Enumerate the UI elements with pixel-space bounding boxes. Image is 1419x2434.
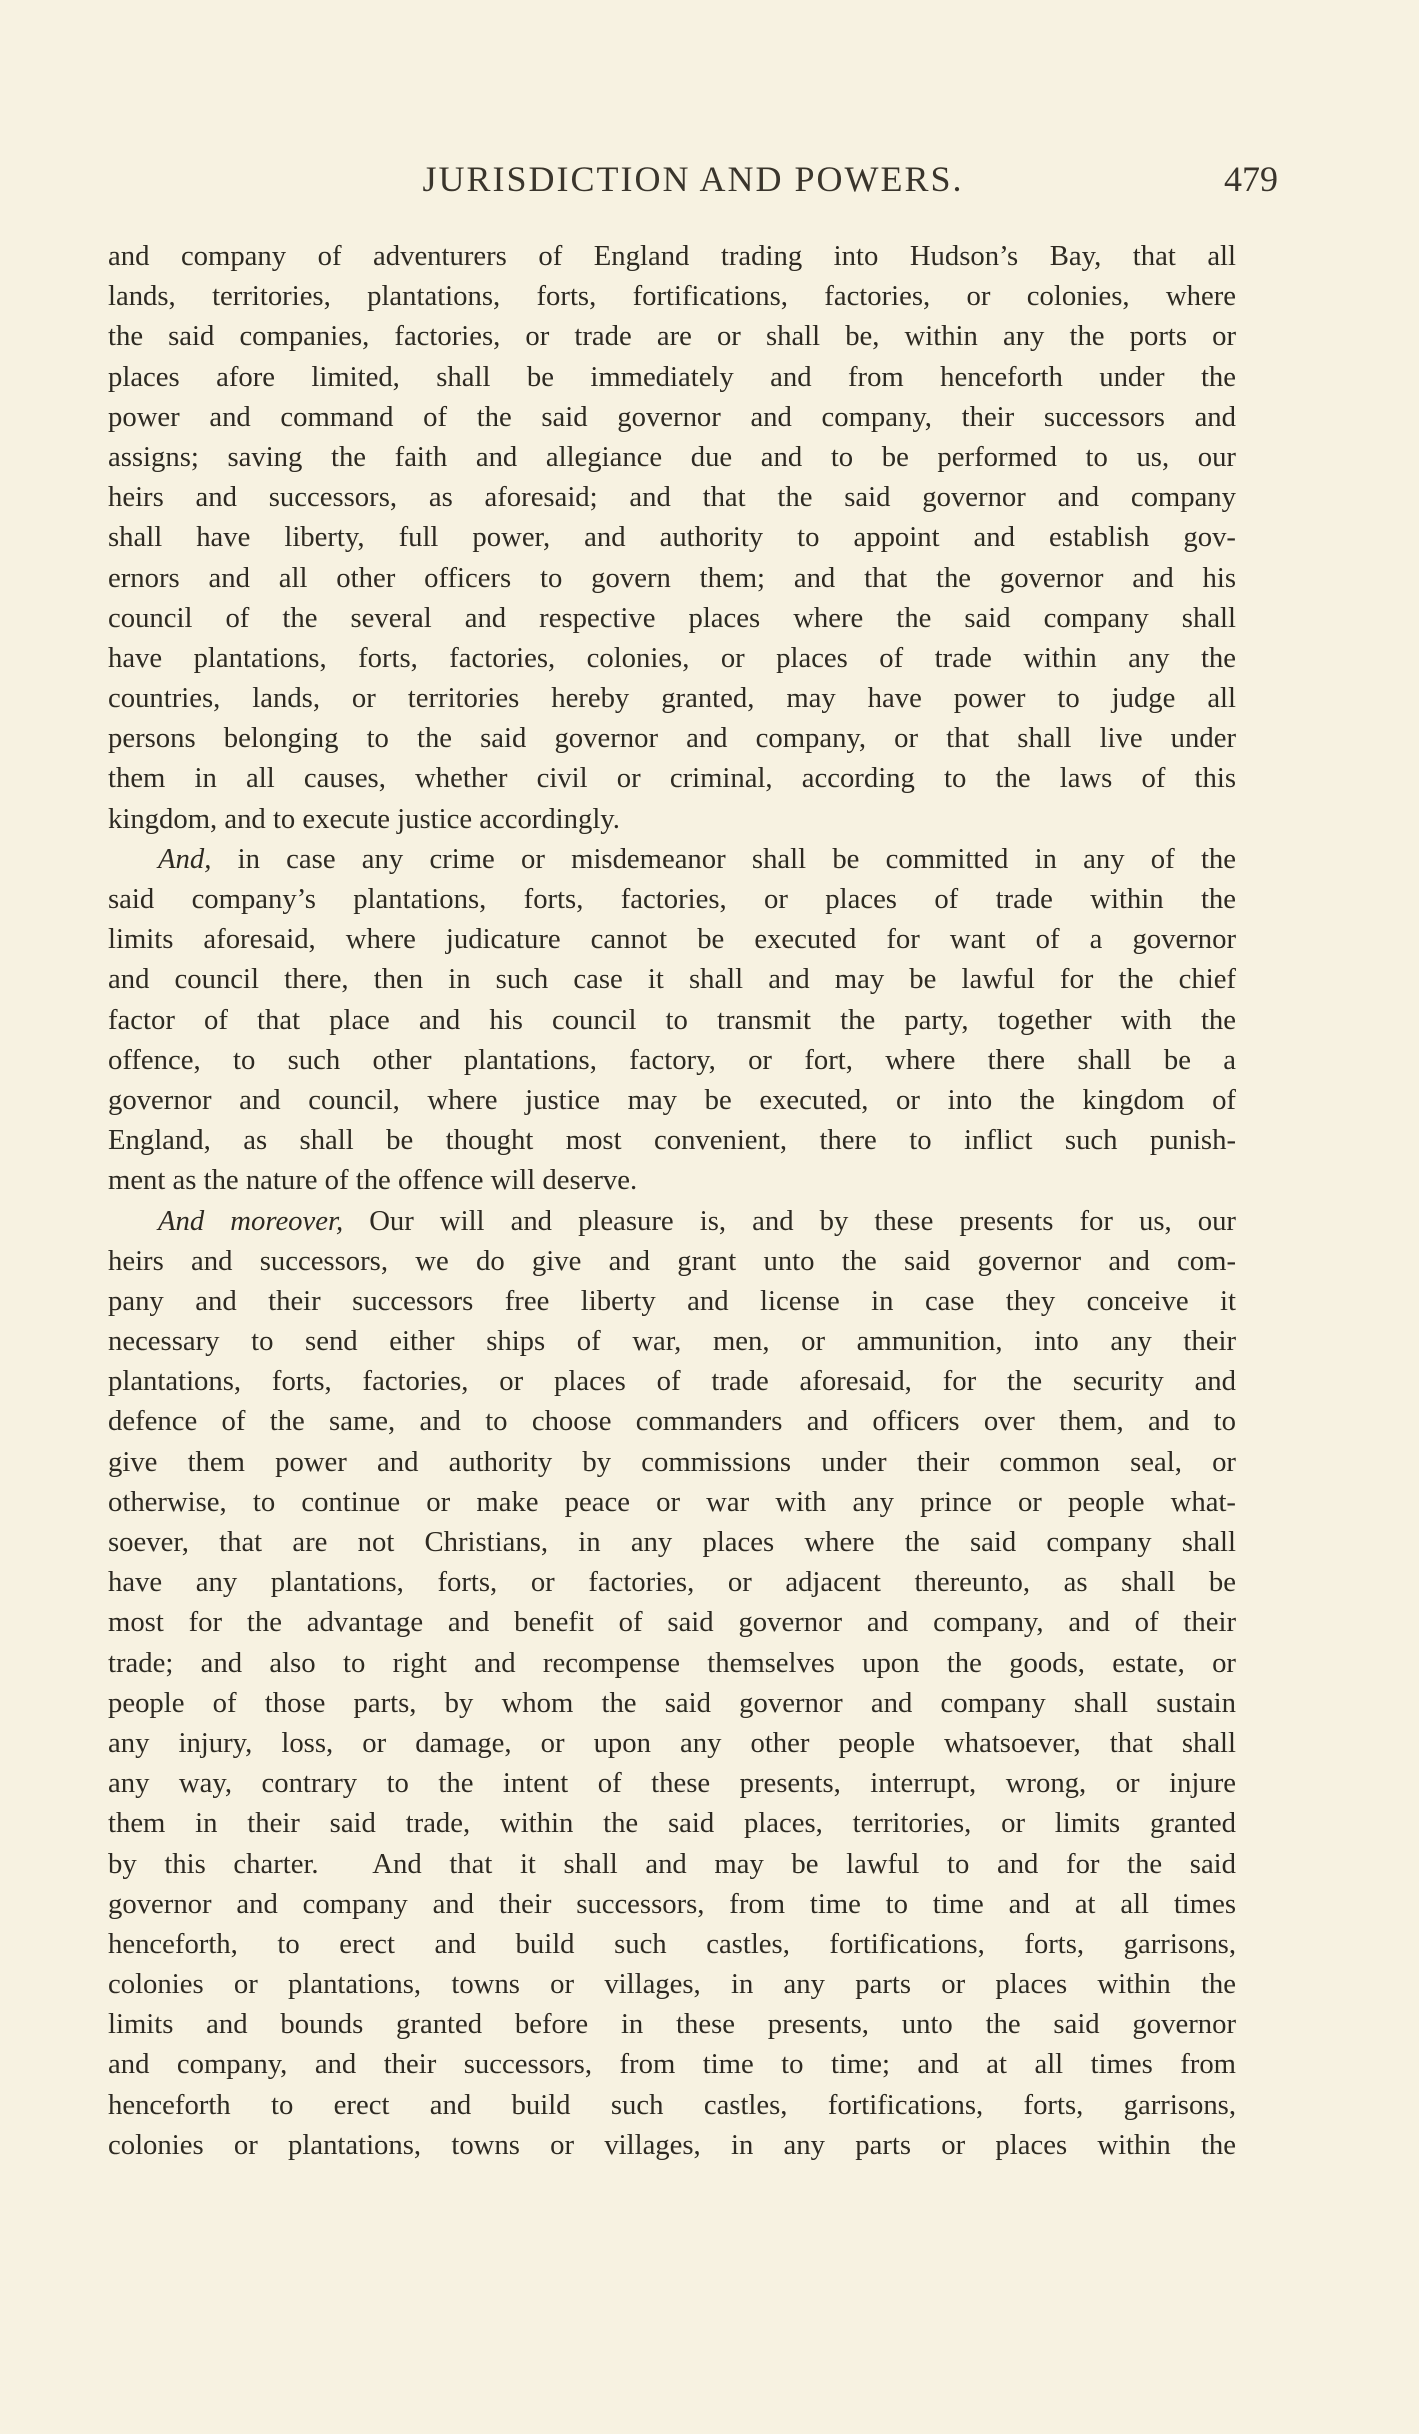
text-line — [108, 678, 1236, 718]
line-text: council of the several and respective places where the said company shall — [108, 601, 1236, 634]
line-text: them in their said trade, within the said places, territories, or limits granted — [108, 1807, 1236, 1840]
line-text: by this charter. And that it shall and may be lawful to and for the said — [108, 1847, 1236, 1880]
line-text: governor and council, where justice may be executed, or into the kingdom of — [108, 1083, 1236, 1116]
text-line — [108, 1884, 1236, 1924]
line-text: any injury, loss, or damage, or upon any other people whatsoever, that shall — [108, 1726, 1236, 1759]
line-text: and company, and their successors, from time to time; and at all times from — [108, 2048, 1236, 2081]
text-line — [108, 1522, 1236, 1562]
text-line — [108, 718, 1236, 758]
paragraph-lead: And, — [158, 842, 212, 875]
line-text: persons belonging to the said governor and company, or that shall live under — [108, 722, 1236, 755]
line-text: England, as shall be thought most convenient, there to inflict such punish- — [108, 1124, 1236, 1157]
line-text: any way, contrary to the intent of these presents, interrupt, wrong, or injure — [108, 1767, 1236, 1800]
line-text: offence, to such other plantations, factory, or fort, where there shall be a — [108, 1043, 1236, 1076]
page-header — [108, 158, 1278, 214]
text-line — [108, 1602, 1236, 1642]
line-text: ernors and all other officers to govern them; and that the governor and his — [108, 561, 1236, 594]
line-text: Our will and pleasure is, and by these presents for us, our — [343, 1204, 1236, 1237]
text-line — [108, 1000, 1236, 1040]
text-line — [108, 517, 1236, 557]
text-line — [108, 437, 1236, 477]
line-text: and council there, then in such case it shall and may be lawful for the chief — [108, 963, 1236, 996]
page-number: 479 — [1224, 159, 1278, 199]
line-text: shall have liberty, full power, and authority to appoint and establish gov- — [108, 521, 1236, 554]
line-text: otherwise, to continue or make peace or war with any prince or people what- — [108, 1485, 1236, 1518]
line-text: give them power and authority by commissions under their common seal, or — [108, 1445, 1236, 1478]
text-line — [108, 558, 1236, 598]
text-line — [108, 2085, 1236, 2125]
line-text: power and command of the said governor and company, their successors and — [108, 400, 1236, 433]
text-line — [108, 1562, 1236, 1602]
text-line — [108, 1361, 1236, 1401]
line-text: limits and bounds granted before in these presents, unto the said governor — [108, 2008, 1236, 2041]
line-text: and company of adventurers of England trading into Hudson’s Bay, that all — [108, 240, 1236, 272]
text-line — [108, 839, 1236, 879]
text-line — [108, 1643, 1236, 1683]
line-text: governor and company and their successors, from time to time and at all times — [108, 1887, 1236, 1920]
line-text: have any plantations, forts, or factories, or adjacent thereunto, as shall be — [108, 1566, 1236, 1599]
line-text: the said companies, factories, or trade are or shall be, within any the ports or — [108, 320, 1236, 353]
line-text: pany and their successors free liberty and license in case they conceive it — [108, 1284, 1236, 1317]
paragraph-lead: And moreover, — [158, 1204, 344, 1237]
line-text: kingdom, and to execute justice accordingly. — [108, 802, 620, 835]
text-line — [108, 236, 1236, 276]
body-text — [108, 236, 1236, 2165]
line-text: countries, lands, or territories hereby granted, may have power to judge all — [108, 682, 1236, 715]
text-line — [108, 919, 1236, 959]
text-line — [108, 2004, 1236, 2044]
text-line — [108, 638, 1236, 678]
line-text: ment as the nature of the offence will deserve. — [108, 1164, 638, 1197]
line-text: heirs and successors, we do give and grant unto the said governor and com- — [108, 1244, 1236, 1277]
text-line — [108, 1803, 1236, 1843]
line-text: colonies or plantations, towns or villages, in any parts or places within the — [108, 2128, 1236, 2161]
line-text: them in all causes, whether civil or criminal, according to the laws of this — [108, 762, 1236, 795]
text-line — [108, 758, 1236, 798]
line-text: trade; and also to right and recompense themselves upon the goods, estate, or — [108, 1646, 1236, 1679]
text-line — [108, 1321, 1236, 1361]
text-line — [108, 1924, 1236, 1964]
paragraph — [108, 1201, 1236, 2166]
line-text: assigns; saving the faith and allegiance due and to be performed to us, our — [108, 440, 1236, 473]
text-line — [108, 1442, 1236, 1482]
line-text: have plantations, forts, factories, colonies, or places of trade within any the — [108, 641, 1236, 674]
line-text: limits aforesaid, where judicature cannot be executed for want of a governor — [108, 923, 1236, 956]
text-line — [108, 2044, 1236, 2084]
line-text: necessary to send either ships of war, men, or ammunition, into any their — [108, 1325, 1236, 1358]
text-line — [108, 477, 1236, 517]
line-text: most for the advantage and benefit of said governor and company, and of their — [108, 1606, 1236, 1639]
line-text: henceforth to erect and build such castles, fortifications, forts, garrisons, — [108, 2088, 1236, 2121]
line-text: plantations, forts, factories, or places of trade aforesaid, for the security and — [108, 1365, 1236, 1398]
text-line — [108, 1401, 1236, 1441]
text-line — [108, 397, 1236, 437]
text-line — [108, 1844, 1236, 1884]
text-line — [108, 1723, 1236, 1763]
line-text: people of those parts, by whom the said governor and company shall sustain — [108, 1686, 1236, 1719]
text-line — [108, 1763, 1236, 1803]
line-text: henceforth, to erect and build such castles, fortifications, forts, garrisons, — [108, 1927, 1236, 1960]
text-line — [108, 276, 1236, 316]
text-line — [108, 1964, 1236, 2004]
text-line — [108, 1080, 1236, 1120]
text-line — [108, 1281, 1236, 1321]
running-head-title: JURISDICTION AND POWERS. — [422, 159, 964, 199]
text-line — [108, 1241, 1236, 1281]
text-line — [108, 1160, 1236, 1200]
line-text: heirs and successors, as aforesaid; and that the said governor and company — [108, 481, 1236, 514]
line-text: in case any crime or misdemeanor shall be committed in any of the — [211, 842, 1236, 875]
text-line — [108, 959, 1236, 999]
line-text: colonies or plantations, towns or villages, in any parts or places within the — [108, 1968, 1236, 2001]
text-line — [108, 1683, 1236, 1723]
line-text: lands, territories, plantations, forts, fortifications, factories, or colonies, where — [108, 280, 1236, 313]
line-text: places afore limited, shall be immediately and from henceforth under the — [108, 360, 1236, 393]
paragraph — [108, 236, 1236, 839]
text-line — [108, 357, 1236, 397]
line-text: factor of that place and his council to transmit the party, together with the — [108, 1003, 1236, 1036]
text-line — [108, 1201, 1236, 1241]
text-line — [108, 598, 1236, 638]
text-line — [108, 316, 1236, 356]
line-text: defence of the same, and to choose commanders and officers over them, and to — [108, 1405, 1236, 1438]
text-line — [108, 1040, 1236, 1080]
line-text: soever, that are not Christians, in any places where the said company shall — [108, 1526, 1236, 1558]
text-line — [108, 1120, 1236, 1160]
text-line — [108, 1482, 1236, 1522]
paragraph — [108, 839, 1236, 1201]
text-line — [108, 879, 1236, 919]
text-line — [108, 2125, 1236, 2165]
line-text: said company’s plantations, forts, factories, or places of trade within the — [108, 883, 1236, 915]
text-line — [108, 799, 1236, 839]
